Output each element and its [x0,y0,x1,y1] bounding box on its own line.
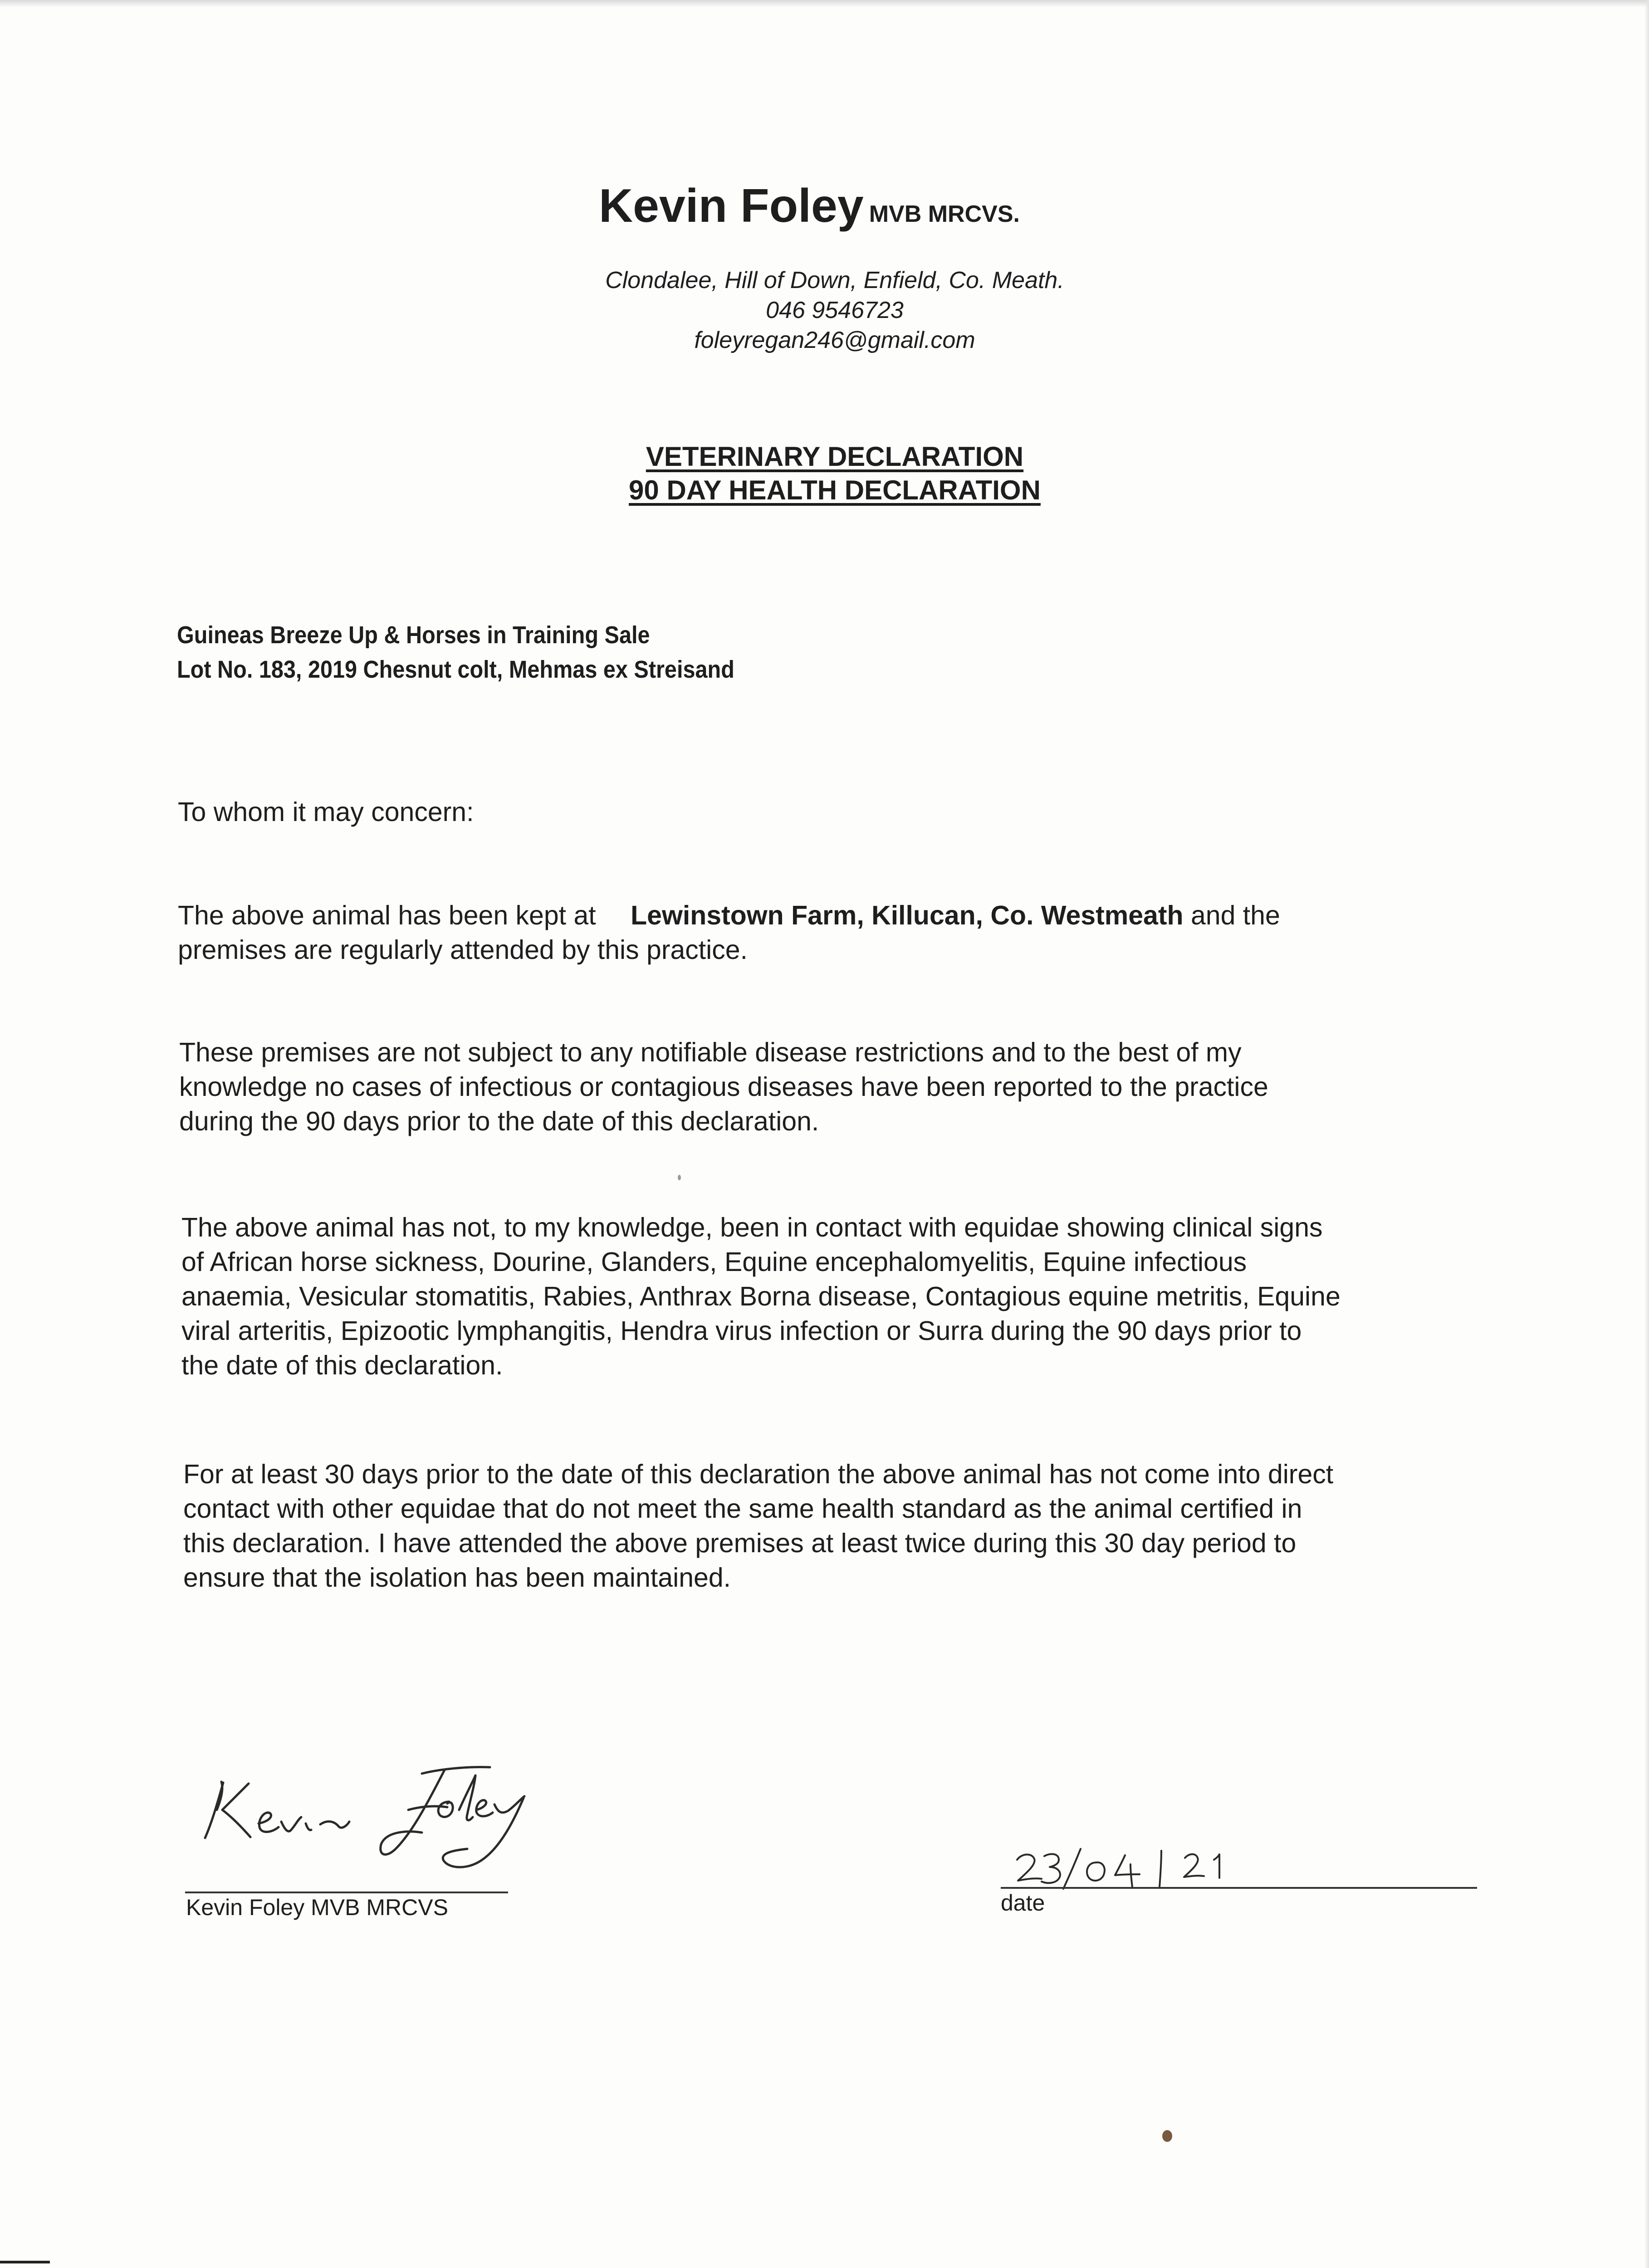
paragraph-4-line: this declaration. I have attended the above premises at least twice during this 30 day period to [183,1528,1297,1558]
paragraph-4-line: contact with other equidae that do not meet the same health standard as the animal certified in [183,1494,1302,1524]
signature-caption: Kevin Foley MVB MRCVS [186,1895,448,1920]
letterhead-qualifications: MVB MRCVS. [869,201,1020,227]
paragraph-3-line: of African horse sickness, Dourine, Glanders, Equine encephalomyelitis, Equine infectious [181,1247,1247,1277]
letterhead-email: foleyregan246@gmail.com [694,327,975,353]
salutation: To whom it may concern: [178,797,474,827]
paragraph-1-prefix: The above animal has been kept at [178,900,596,930]
paragraph-4-line: For at least 30 days prior to the date of this declaration the above animal has not come into direct [183,1459,1334,1489]
paragraph-1-line [178,898,1280,933]
paragraph-1-line: premises are regularly attended by this practice. [178,935,748,965]
scan-mark [0,2261,50,2263]
paragraph-2-line: during the 90 days prior to the date of this declaration. [179,1106,819,1136]
farm-name: Lewinstown Farm, Killucan, Co. Westmeath [631,900,1184,930]
letterhead-name-line [599,179,1098,233]
declaration-subtitle: 90 DAY HEALTH DECLARATION [629,475,1041,505]
date-caption: date [1001,1890,1045,1916]
handwritten-signature [195,1742,585,1873]
scan-edge-right [1644,0,1649,2268]
paragraph-3-line: anaemia, Vesicular stomatitis, Rabies, Anthrax Borna disease, Contagious equine metritis, Equine [181,1281,1341,1311]
letterhead-name: Kevin Foley [599,180,864,232]
paper-speck [678,1175,681,1180]
paragraph-3-line: the date of this declaration. [181,1350,503,1380]
signature-line [185,1892,508,1893]
sale-name: Guineas Breeze Up & Horses in Training Sale [177,621,650,649]
scan-edge-top [0,0,1649,7]
paper-speck [1162,2130,1172,2142]
paragraph-2-line: knowledge no cases of infectious or contagious diseases have been reported to the practice [179,1072,1268,1102]
paragraph-1-suffix: and the [1190,900,1280,930]
paragraph-2-line: These premises are not subject to any notifiable disease restrictions and to the best of my [179,1037,1242,1067]
paragraph-3-line: viral arteritis, Epizootic lymphangitis, Hendra virus infection or Surra during the 90 days prior to [181,1316,1302,1346]
paragraph-4-line: ensure that the isolation has been maintained. [183,1563,731,1593]
handwritten-date [1012,1842,1293,1892]
declaration-title: VETERINARY DECLARATION [646,441,1024,472]
letterhead-phone: 046 9546723 [766,297,904,323]
date-line [1001,1887,1477,1889]
letterhead-address: Clondalee, Hill of Down, Enfield, Co. Meath. [605,267,1064,293]
lot-details: Lot No. 183, 2019 Chesnut colt, Mehmas ex Streisand [177,656,734,683]
paragraph-3-line: The above animal has not, to my knowledge, been in contact with equidae showing clinical signs [181,1212,1323,1242]
